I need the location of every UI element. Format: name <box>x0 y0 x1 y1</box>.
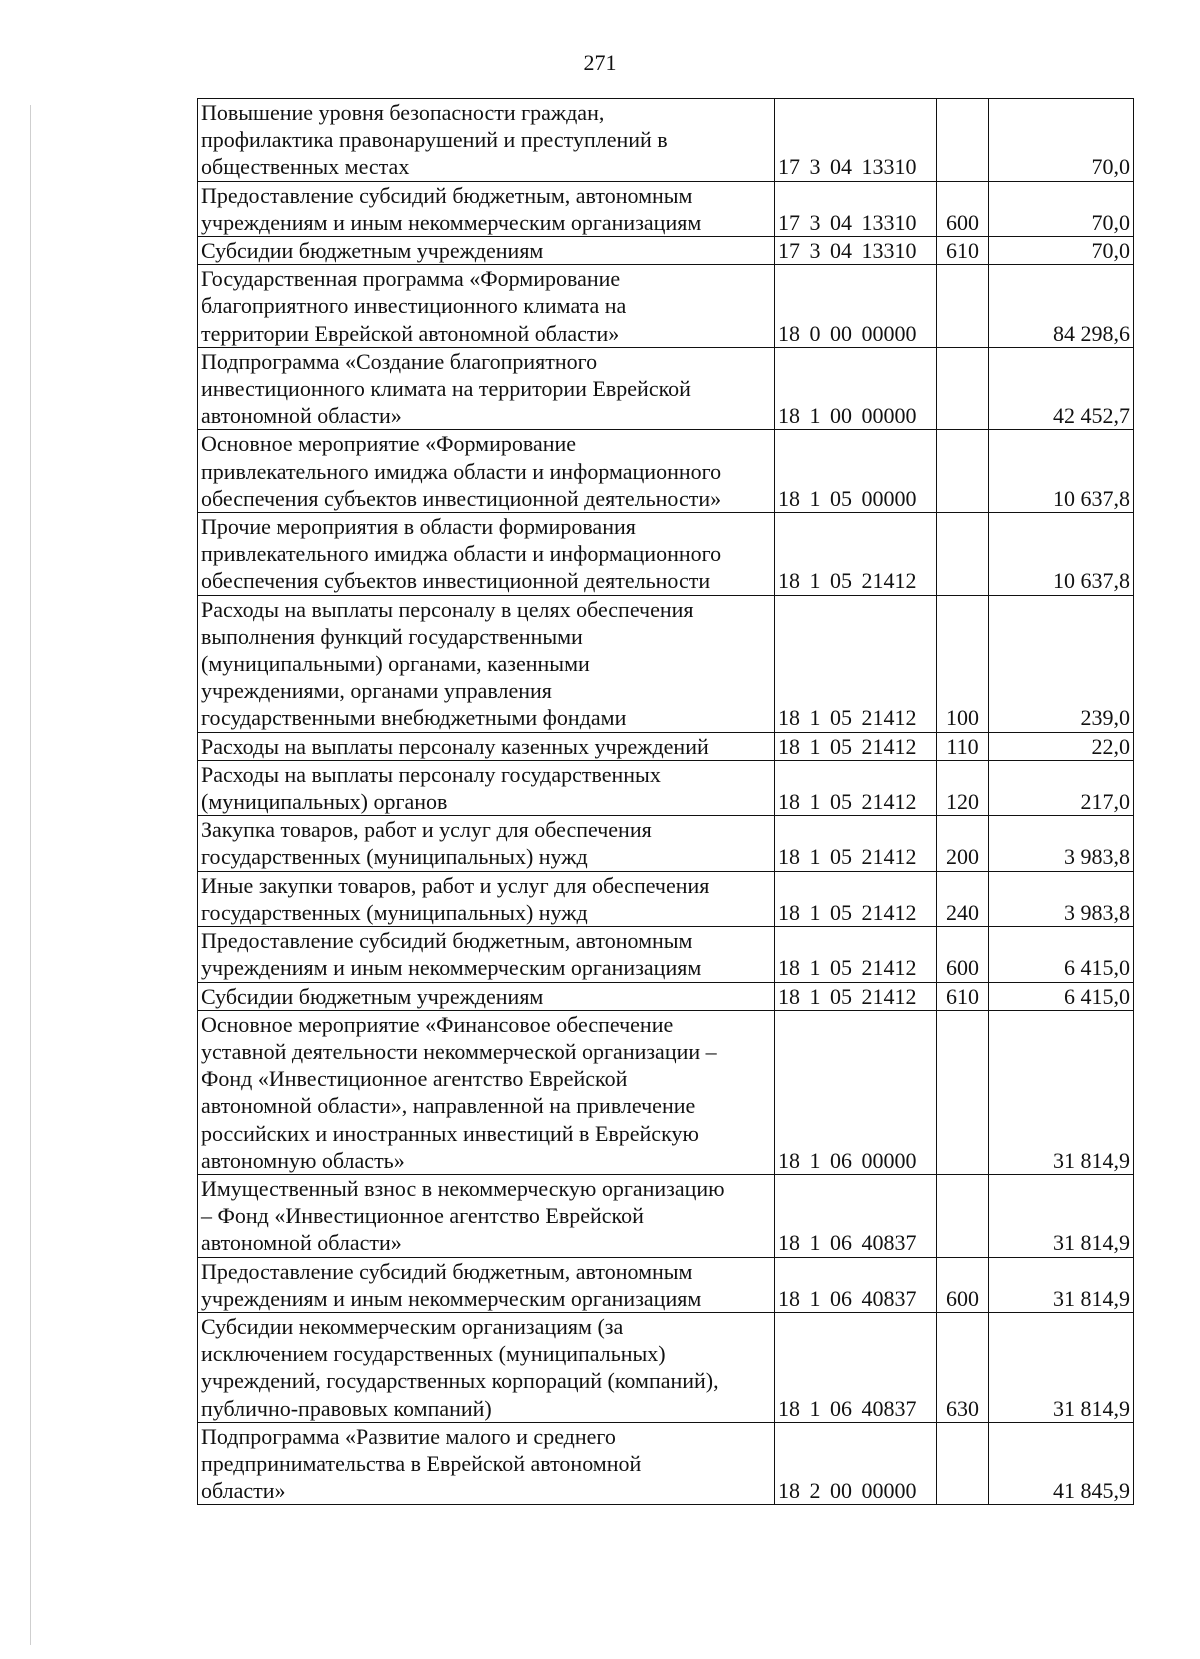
row-name-cell: Расходы на выплаты персоналу казенных учреждений <box>198 732 775 760</box>
row-sum-cell: 10 637,8 <box>989 513 1134 596</box>
row-sum-cell: 42 452,7 <box>989 347 1134 430</box>
table-row <box>198 871 1134 926</box>
row-sum-cell: 3 983,8 <box>989 871 1134 926</box>
budget-table <box>197 98 1134 1505</box>
row-expense-type-cell: 240 <box>937 871 989 926</box>
row-name-cell: Предоставление субсидий бюджетным, автономным учреждениям и иным некоммерческим организациям <box>198 1257 775 1312</box>
row-name-cell: Предоставление субсидий бюджетным, автономным учреждениям и иным некоммерческим организациям <box>198 927 775 982</box>
row-expense-type-cell <box>937 99 989 182</box>
row-sum-cell: 6 415,0 <box>989 927 1134 982</box>
table-row <box>198 430 1134 513</box>
row-sum-cell: 31 814,9 <box>989 1010 1134 1174</box>
row-sum-cell: 70,0 <box>989 99 1134 182</box>
table-row <box>198 927 1134 982</box>
row-expense-type-cell: 200 <box>937 816 989 871</box>
row-code-cell: 18 1 05 21412 <box>775 595 937 732</box>
row-expense-type-cell: 600 <box>937 1257 989 1312</box>
table-row <box>198 1010 1134 1174</box>
row-code-cell: 18 2 00 00000 <box>775 1422 937 1505</box>
row-code-cell: 18 1 05 21412 <box>775 816 937 871</box>
row-code-cell: 18 1 05 21412 <box>775 927 937 982</box>
row-name-cell: Государственная программа «Формирование благоприятного инвестиционного климата на территории Еврейской автономной области» <box>198 265 775 348</box>
row-expense-type-cell: 610 <box>937 237 989 265</box>
table-row <box>198 513 1134 596</box>
table-row <box>198 99 1134 182</box>
row-name-cell: Прочие мероприятия в области формирования привлекательного имиджа области и информационного обеспечения субъектов инвестиционной деятельности <box>198 513 775 596</box>
table-row <box>198 732 1134 760</box>
row-expense-type-cell: 600 <box>937 181 989 236</box>
row-name-cell: Субсидии некоммерческим организациям (за исключением государственных (муниципальных) учреждений, государственных корпораций (компаний), публично-правовых компаний) <box>198 1312 775 1422</box>
row-code-cell: 18 0 00 00000 <box>775 265 937 348</box>
table-row <box>198 1257 1134 1312</box>
row-sum-cell: 84 298,6 <box>989 265 1134 348</box>
row-expense-type-cell: 630 <box>937 1312 989 1422</box>
row-code-cell: 17 3 04 13310 <box>775 99 937 182</box>
row-name-cell: Субсидии бюджетным учреждениям <box>198 237 775 265</box>
row-name-cell: Иные закупки товаров, работ и услуг для обеспечения государственных (муниципальных) нужд <box>198 871 775 926</box>
table-row <box>198 760 1134 815</box>
table-row <box>198 265 1134 348</box>
row-expense-type-cell <box>937 1422 989 1505</box>
table-row <box>198 595 1134 732</box>
scan-margin-line <box>30 105 31 1645</box>
row-name-cell: Предоставление субсидий бюджетным, автономным учреждениям и иным некоммерческим организациям <box>198 181 775 236</box>
row-expense-type-cell: 100 <box>937 595 989 732</box>
table-body <box>198 99 1134 1505</box>
row-name-cell: Основное мероприятие «Финансовое обеспечение уставной деятельности некоммерческой организации – Фонд «Инвестиционное агентство Еврейской автономной области», направленной на привлечение российских и иностранных инвестиций в Еврейскую автономную область» <box>198 1010 775 1174</box>
table-row <box>198 181 1134 236</box>
row-code-cell: 18 1 00 00000 <box>775 347 937 430</box>
row-name-cell: Повышение уровня безопасности граждан, профилактика правонарушений и преступлений в общественных местах <box>198 99 775 182</box>
table-row <box>198 347 1134 430</box>
table-row <box>198 237 1134 265</box>
row-expense-type-cell <box>937 1174 989 1257</box>
page-number: 271 <box>583 50 617 75</box>
table-row <box>198 816 1134 871</box>
row-expense-type-cell: 120 <box>937 760 989 815</box>
row-name-cell: Субсидии бюджетным учреждениям <box>198 982 775 1010</box>
row-expense-type-cell <box>937 1010 989 1174</box>
table-row <box>198 1422 1134 1505</box>
row-code-cell: 18 1 05 21412 <box>775 513 937 596</box>
row-sum-cell: 239,0 <box>989 595 1134 732</box>
row-sum-cell: 31 814,9 <box>989 1257 1134 1312</box>
row-code-cell: 18 1 05 21412 <box>775 732 937 760</box>
row-sum-cell: 6 415,0 <box>989 982 1134 1010</box>
row-expense-type-cell: 600 <box>937 927 989 982</box>
row-expense-type-cell <box>937 347 989 430</box>
row-sum-cell: 217,0 <box>989 760 1134 815</box>
row-name-cell: Подпрограмма «Создание благоприятного инвестиционного климата на территории Еврейской автономной области» <box>198 347 775 430</box>
row-name-cell: Расходы на выплаты персоналу в целях обеспечения выполнения функций государственными (муниципальными) органами, казенными учреждениями, органами управления государственными внебюджетными фондами <box>198 595 775 732</box>
row-code-cell: 18 1 05 21412 <box>775 982 937 1010</box>
row-name-cell: Имущественный взнос в некоммерческую организацию – Фонд «Инвестиционное агентство Еврейской автономной области» <box>198 1174 775 1257</box>
table-row <box>198 982 1134 1010</box>
row-code-cell: 18 1 06 00000 <box>775 1010 937 1174</box>
row-name-cell: Подпрограмма «Развитие малого и среднего предпринимательства в Еврейской автономной области» <box>198 1422 775 1505</box>
row-sum-cell: 70,0 <box>989 237 1134 265</box>
row-expense-type-cell: 110 <box>937 732 989 760</box>
row-name-cell: Основное мероприятие «Формирование привлекательного имиджа области и информационного обеспечения субъектов инвестиционной деятельности» <box>198 430 775 513</box>
row-expense-type-cell <box>937 265 989 348</box>
row-expense-type-cell <box>937 513 989 596</box>
row-code-cell: 18 1 06 40837 <box>775 1257 937 1312</box>
row-code-cell: 18 1 06 40837 <box>775 1174 937 1257</box>
row-sum-cell: 41 845,9 <box>989 1422 1134 1505</box>
row-sum-cell: 22,0 <box>989 732 1134 760</box>
row-expense-type-cell: 610 <box>937 982 989 1010</box>
table-row <box>198 1174 1134 1257</box>
row-sum-cell: 10 637,8 <box>989 430 1134 513</box>
row-expense-type-cell <box>937 430 989 513</box>
row-sum-cell: 3 983,8 <box>989 816 1134 871</box>
row-code-cell: 18 1 05 21412 <box>775 760 937 815</box>
row-name-cell: Закупка товаров, работ и услуг для обеспечения государственных (муниципальных) нужд <box>198 816 775 871</box>
table-row <box>198 1312 1134 1422</box>
row-code-cell: 17 3 04 13310 <box>775 237 937 265</box>
row-code-cell: 17 3 04 13310 <box>775 181 937 236</box>
row-sum-cell: 70,0 <box>989 181 1134 236</box>
row-sum-cell: 31 814,9 <box>989 1174 1134 1257</box>
row-sum-cell: 31 814,9 <box>989 1312 1134 1422</box>
row-name-cell: Расходы на выплаты персоналу государственных (муниципальных) органов <box>198 760 775 815</box>
row-code-cell: 18 1 06 40837 <box>775 1312 937 1422</box>
row-code-cell: 18 1 05 00000 <box>775 430 937 513</box>
row-code-cell: 18 1 05 21412 <box>775 871 937 926</box>
